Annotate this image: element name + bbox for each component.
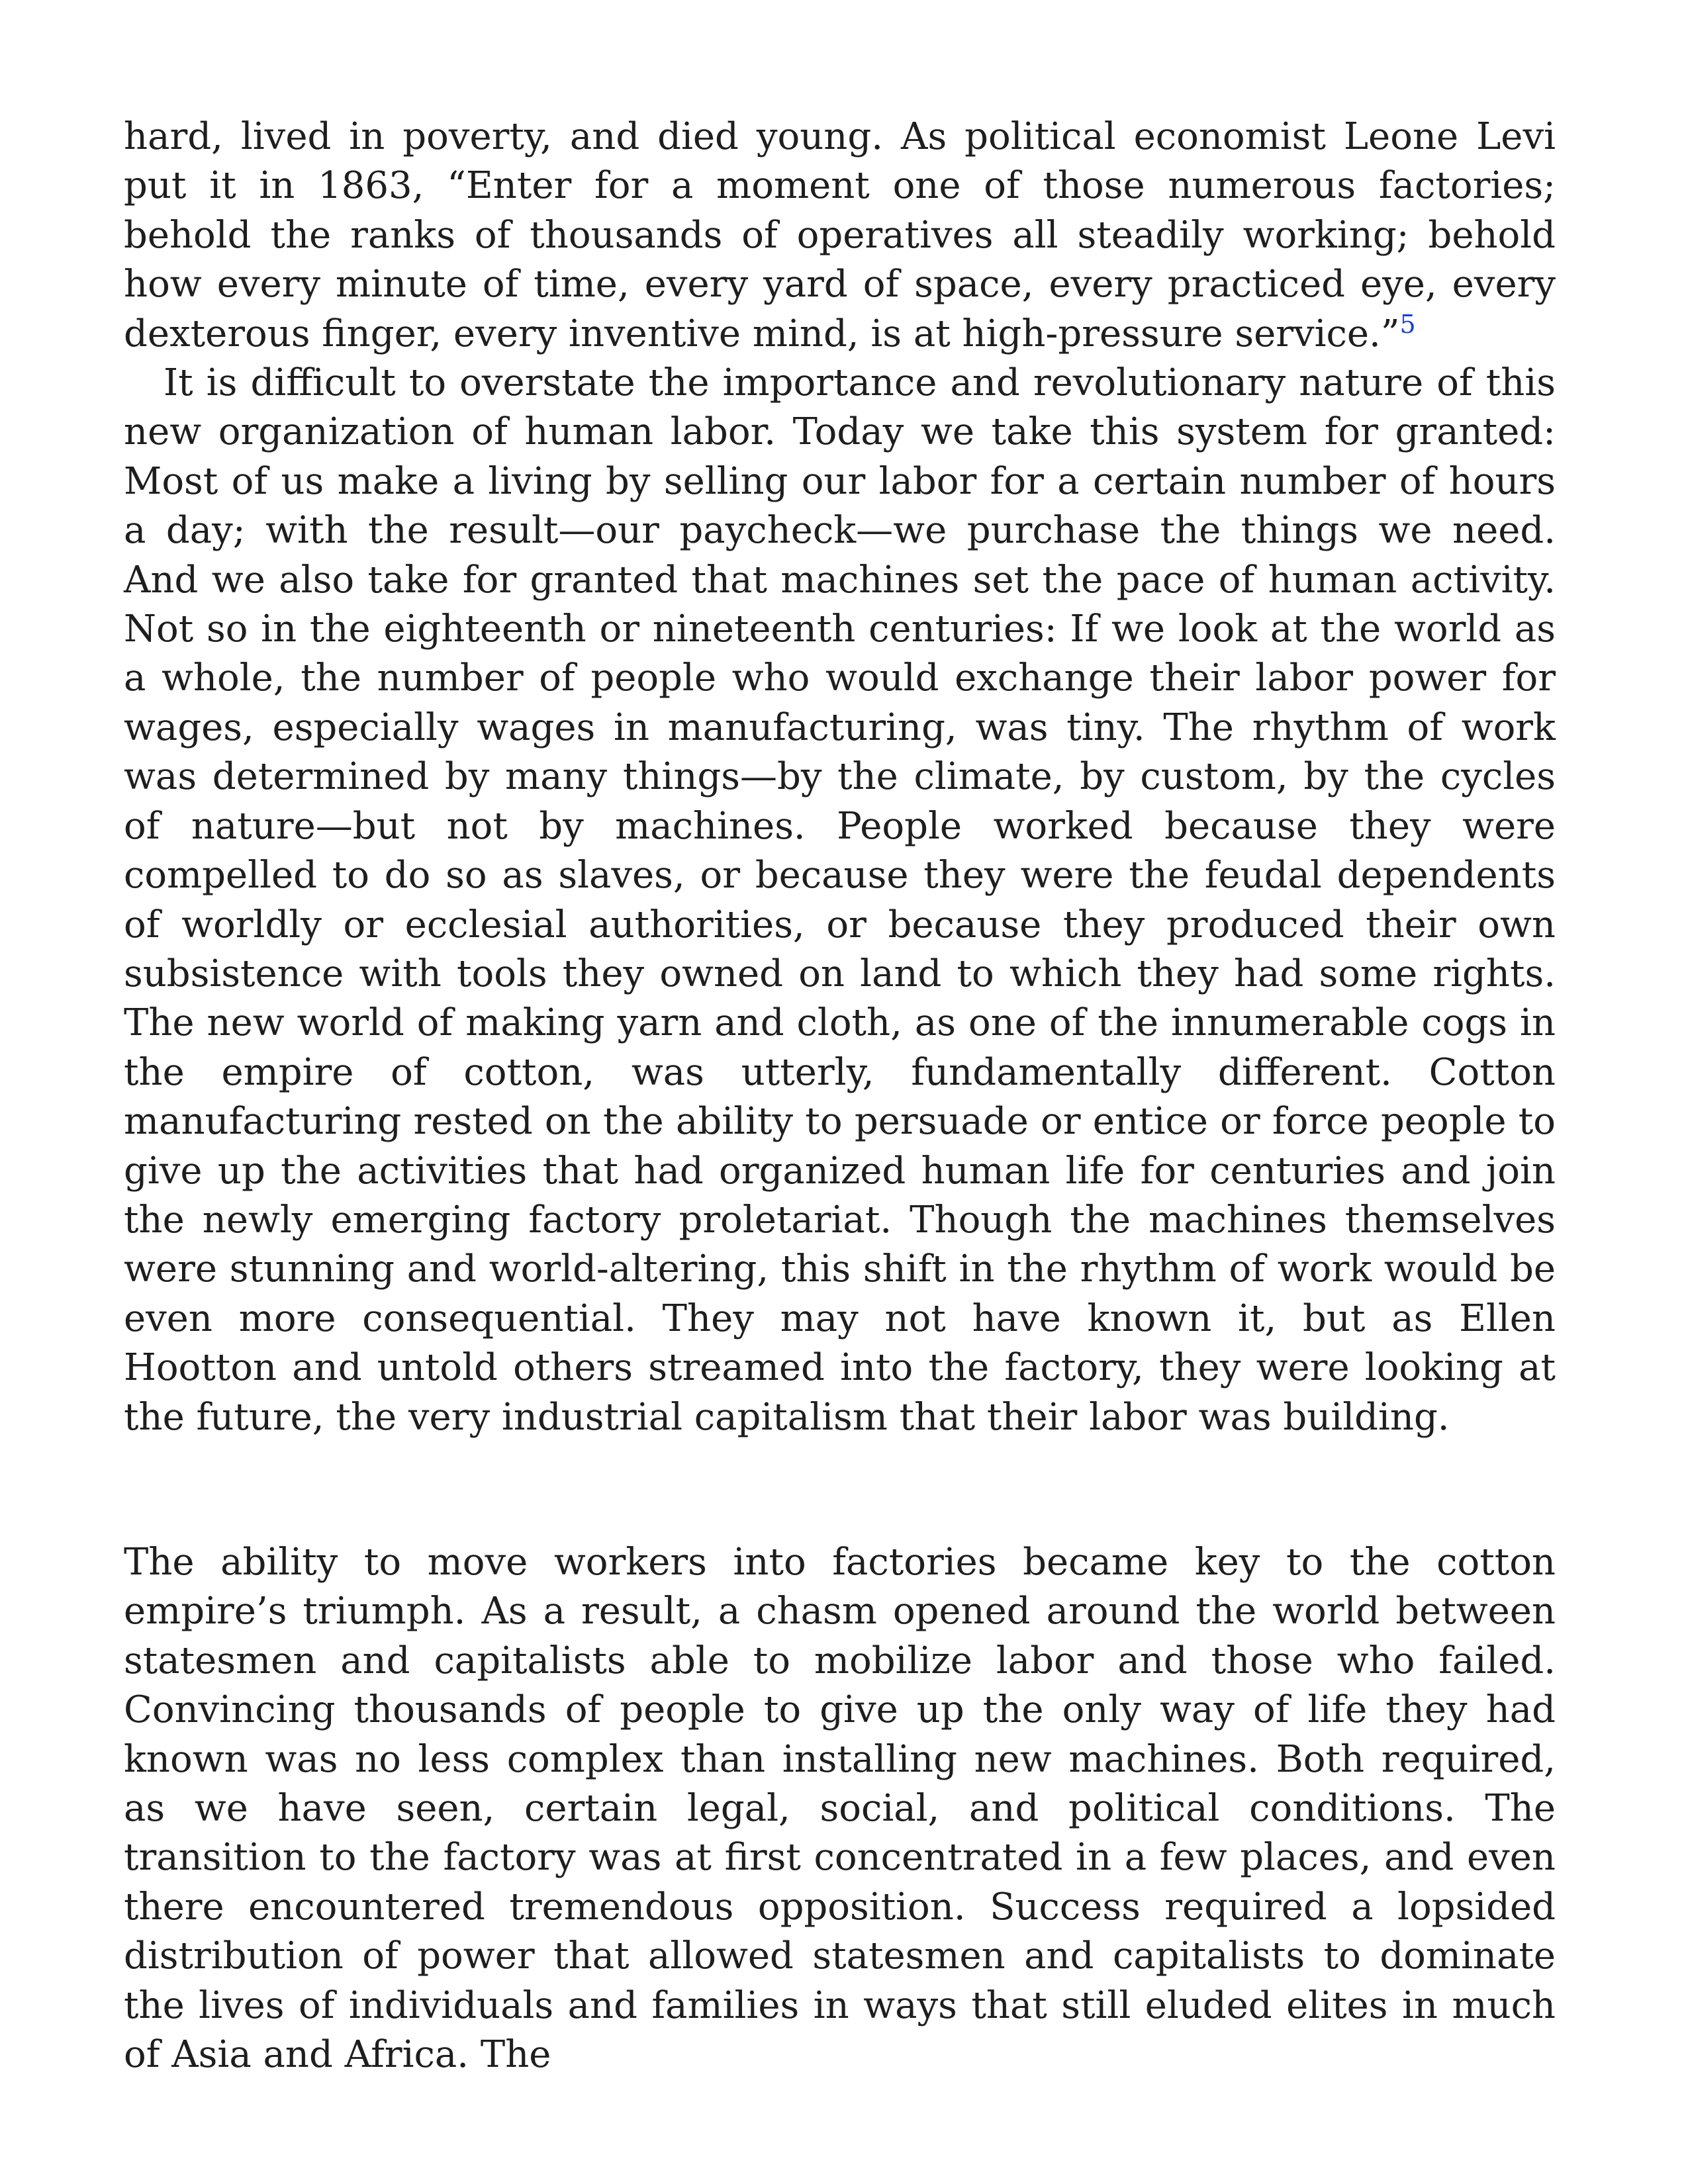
- paragraph-section-start: [124, 1538, 1556, 2079]
- footnote-link[interactable]: 5: [1399, 309, 1416, 339]
- paragraph-continuation: [124, 113, 1556, 359]
- paragraph-text: It is difficult to overstate the importance and revolutionary nature of this new organization of human labor. Today we take this system for granted: Most of us make a living by selling our labor for a certain number of hours a day; with the result—our paycheck—we purchase the things we need. And we also take for granted that machines set the pace of human activity. Not so in the eighteenth or nineteenth centuries: If we look at the world as a whole, the number of people who would exchange their labor power for wages, especially wages in manufacturing, was tiny. The rhythm of work was determined by many things—by the climate, by custom, by the cycles of nature—but not by machines. People worked because they were compelled to do so as slaves, or because they were the feudal dependents of worldly or ecclesial authorities, or because they produced their own subsistence with tools they owned on land to which they had some rights. The new world of making yarn and cloth, as one of the innumerable cogs in the empire of cotton, was utterly, fundamentally different. Cotton manufacturing rested on the ability to persuade or entice or force people to give up the activities that had organized human life for centuries and join the newly emerging factory proletariat. Though the machines themselves were stunning and world-altering, this shift in the rhythm of work would be even more consequential. They may not have known it, but as Ellen Hootton and untold others streamed into the factory, they were looking at the future, the very industrial capitalism that their labor was building.: [124, 361, 1556, 1439]
- paragraph-text: hard, lived in poverty, and died young. As political economist Leone Levi put it in 1863, “Enter for a moment one of those numerous factories; behold the ranks of thousands of operatives all steadily working; behold how every minute of time, every yard of space, every practiced eye, every dexterous finger, every inventive mind, is at high-pressure service.”: [124, 115, 1556, 355]
- document-page: [124, 113, 1556, 2079]
- paragraph-text: The ability to move workers into factories became key to the cotton empire’s triumph. As a result, a chasm opened around the world between statesmen and capitalists able to mobilize labor and those who failed. Convincing thousands of people to give up the only way of life they had known was no less complex than installing new machines. Both required, as we have seen, certain legal, social, and political conditions. The transition to the factory was at first concentrated in a few places, and even there encountered tremendous opposition. Success required a lopsided distribution of power that allowed statesmen and capitalists to dominate the lives of individuals and families in ways that still eluded elites in much of Asia and Africa. The: [124, 1540, 1556, 2077]
- paragraph-labor-organization: [124, 359, 1556, 1442]
